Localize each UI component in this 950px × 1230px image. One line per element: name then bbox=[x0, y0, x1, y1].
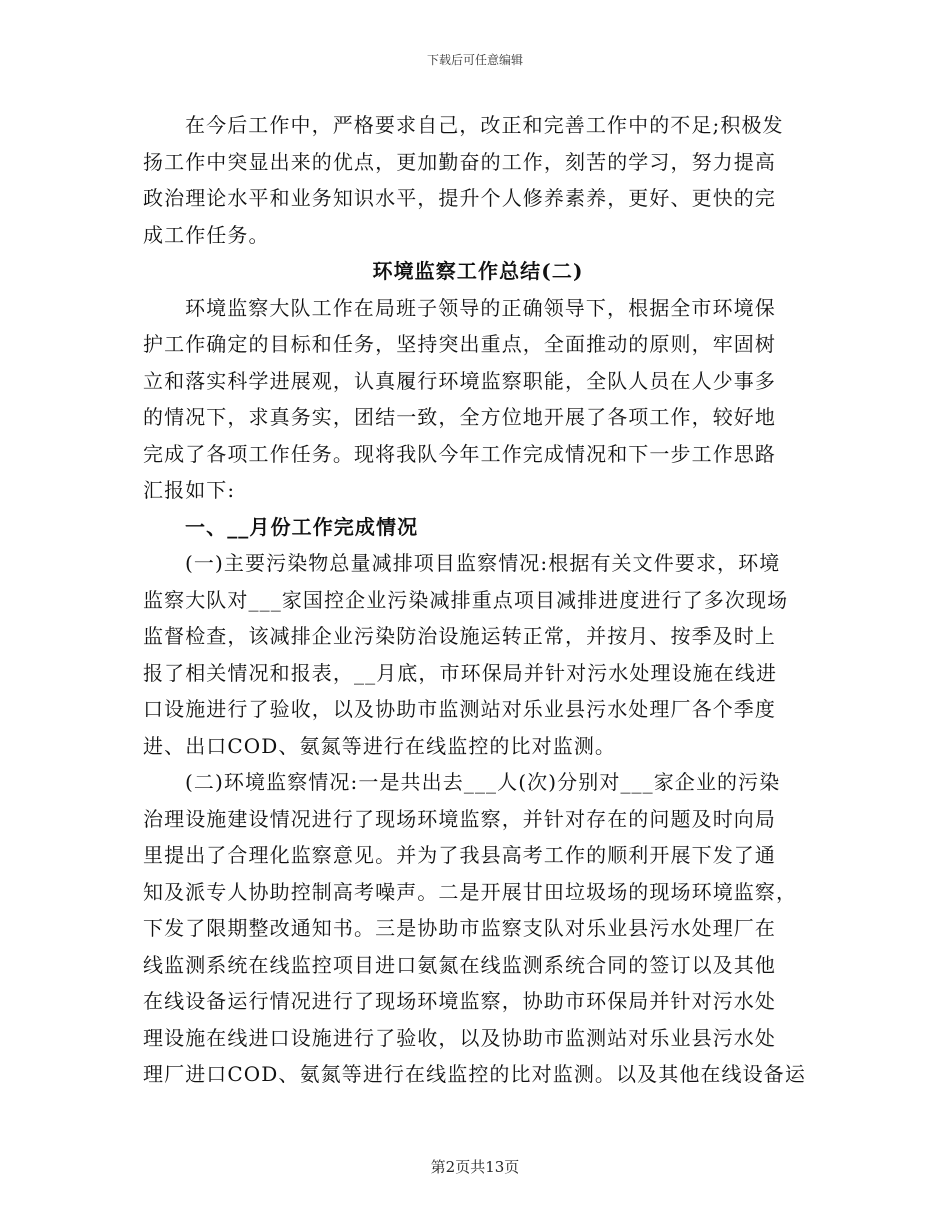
page-number-footer: 第2页共13页 bbox=[430, 1158, 520, 1176]
text-line: 政治理论水平和业务知识水平，提升个人修养素养，更好、更快的完 bbox=[143, 186, 776, 210]
text-line: 扬工作中突显出来的优点，更加勤奋的工作，刻苦的学习，努力提高 bbox=[143, 149, 776, 174]
text-line: 监察大队对___家国控企业污染减排重点项目减排进度进行了多次现场 bbox=[143, 587, 789, 612]
text-line: 进、出口COD、氨氮等进行在线监控的比对监测。 bbox=[143, 733, 617, 758]
text-line: 在线设备运行情况进行了现场环境监察，协助市环保局并针对污水处 bbox=[143, 989, 776, 1013]
text-line: 监督检查，该减排企业污染防治设施运转正常，并按月、按季及时上 bbox=[143, 624, 776, 648]
text-line: 知及派专人协助控制高考噪声。二是开展甘田垃圾场的现场环境监察， bbox=[143, 879, 798, 904]
text-line: 里提出了合理化监察意见。并为了我县高考工作的顺利开展下发了通 bbox=[143, 843, 776, 867]
page-header: 下载后可任意编辑 bbox=[426, 53, 523, 67]
text-line: 护工作确定的目标和任务，坚持突出重点，全面推动的原则，牢固树 bbox=[143, 332, 776, 356]
text-line: 口设施进行了验收，以及协助市监测站对乐业县污水处理厂各个季度 bbox=[143, 697, 776, 721]
subsection-heading: 一、__月份工作完成情况 bbox=[185, 514, 419, 539]
text-line: 的情况下，求真务实，团结一致，全方位地开展了各项工作，较好地 bbox=[143, 405, 776, 429]
text-line: 下发了限期整改通知书。三是协助市监察支队对乐业县污水处理厂在 bbox=[143, 916, 776, 940]
text-line: 治理设施建设情况进行了现场环境监察，并针对存在的问题及时向局 bbox=[143, 806, 776, 831]
text-line: 在今后工作中，严格要求自己，改正和完善工作中的不足;积极发 bbox=[185, 113, 784, 137]
text-line: (一)主要污染物总量减排项目监察情况:根据有关文件要求，环境 bbox=[185, 551, 781, 575]
document-body bbox=[143, 107, 813, 1093]
text-line: 理厂进口COD、氨氮等进行在线监控的比对监测。以及其他在线设备运 bbox=[143, 1062, 806, 1086]
text-line: 线监测系统在线监控项目进口氨氮在线监测系统合同的签订以及其他 bbox=[143, 952, 776, 977]
text-line: 环境监察大队工作在局班子领导的正确领导下，根据全市环境保 bbox=[185, 295, 776, 320]
text-line: 汇报如下: bbox=[143, 478, 236, 502]
text-line: 成工作任务。 bbox=[143, 222, 270, 247]
text-line: 理设施在线进口设施进行了验收，以及协助市监测站对乐业县污水处 bbox=[143, 1025, 776, 1050]
text-line: 报了相关情况和报表，__月底，市环保局并针对污水处理设施在线进 bbox=[143, 660, 778, 685]
text-line: 立和落实科学进展观，认真履行环境监察职能，全队人员在人少事多 bbox=[143, 368, 776, 393]
section-title: 环境监察工作总结(二) bbox=[372, 259, 584, 283]
text-line: 完成了各项工作任务。现将我队今年工作完成情况和下一步工作思路 bbox=[143, 441, 776, 466]
text-line: (二)环境监察情况:一是共出去___人(次)分别对___家企业的污染 bbox=[185, 770, 781, 794]
